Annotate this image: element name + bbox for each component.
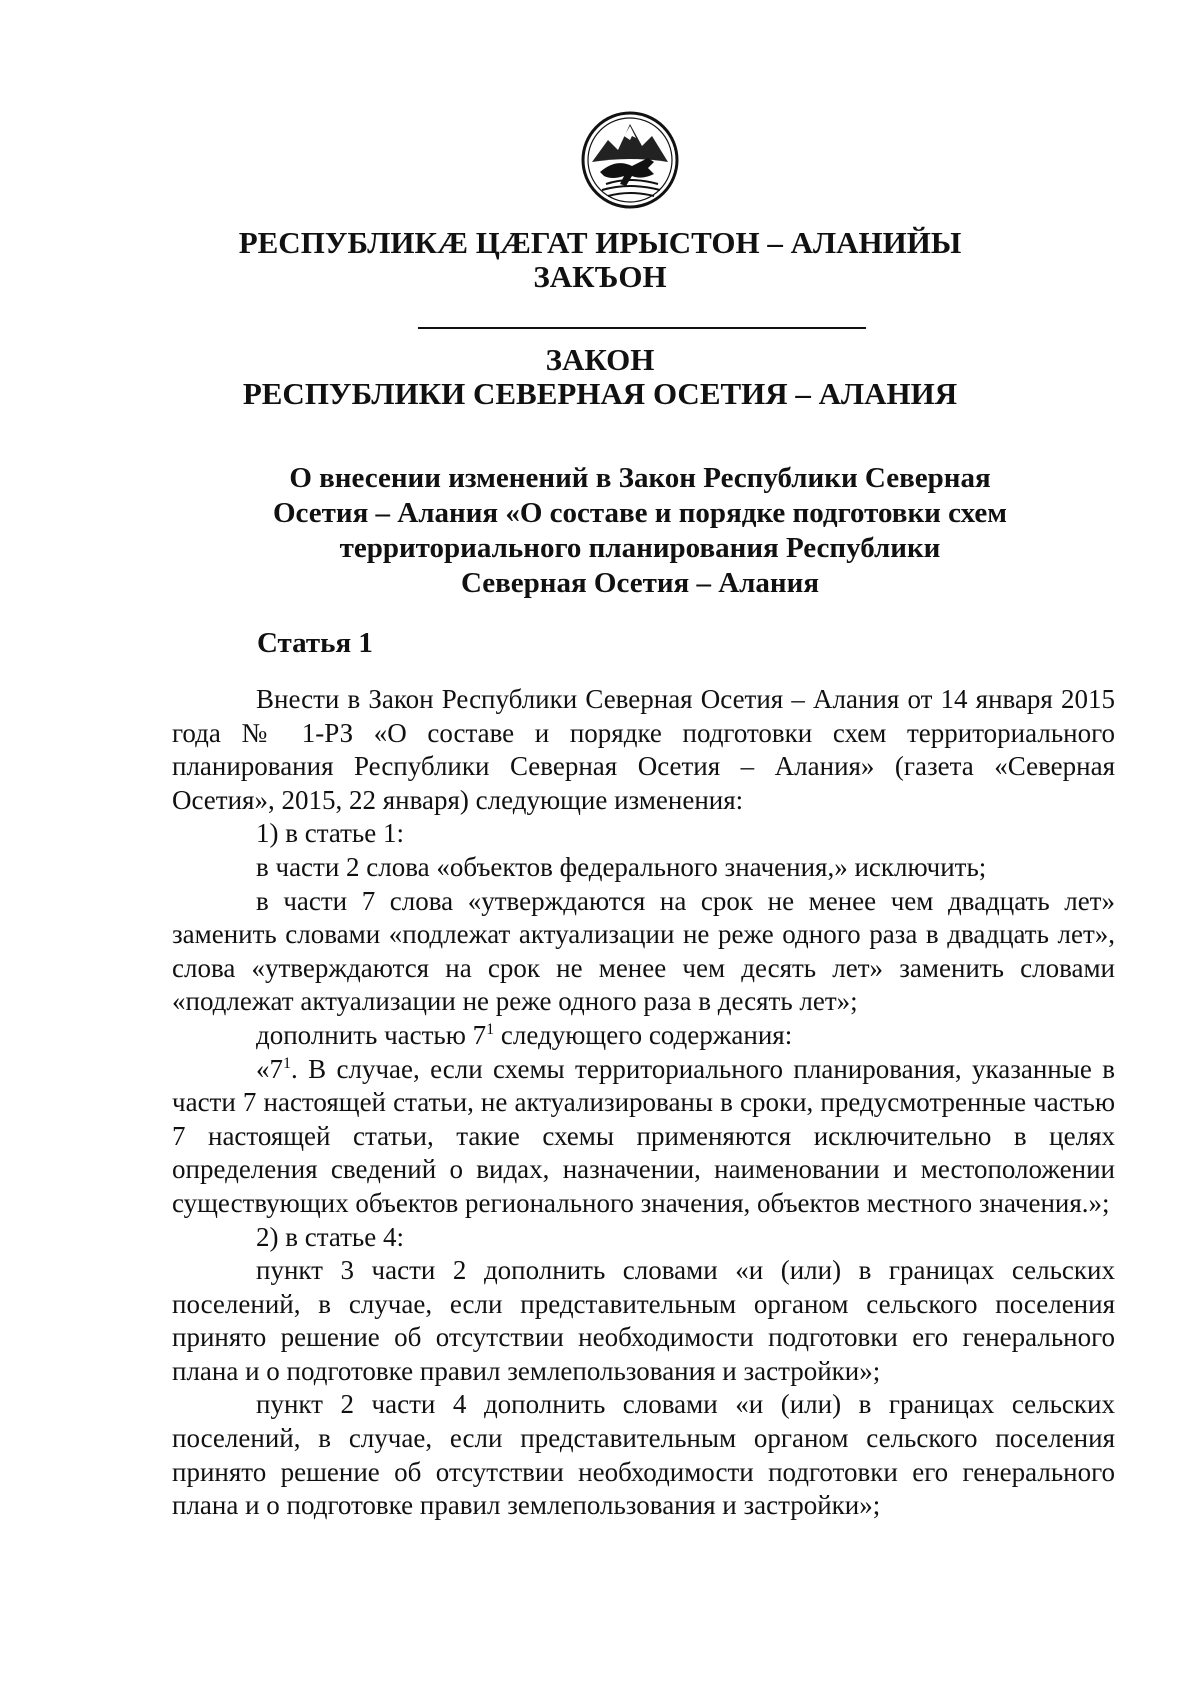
article-heading: Статья 1: [257, 627, 373, 659]
paragraph: пункт 3 части 2 дополнить словами «и (или) в границах сельских поселений, в случае, если представительным органом сельского поселения принято решение об отсутствии необходимости подготовки его генерального плана и о подготовке правил землепользования и застройки»;: [172, 1255, 1115, 1386]
russian-law-word: ЗАКОН: [545, 342, 655, 377]
paragraph: в части 7 слова «утверждаются на срок не менее чем двадцать лет» заменить словами «подлежат актуализации не реже одного раза в двадцать лет», слова «утверждаются на срок не менее чем десять лет» заменить словами «подлежат актуализации не реже одного раза в десять лет»;: [172, 885, 1115, 1017]
paragraph: 2) в статье 4:: [256, 1221, 404, 1252]
paragraph: в части 2 слова «объектов федерального значения,» исключить;: [256, 851, 987, 882]
title-line: Северная Осетия – Алания: [460, 567, 820, 599]
text: дополнить частью 7: [256, 1019, 487, 1050]
document-title: [250, 461, 1030, 601]
title-line: территориального планирования Республики: [339, 532, 941, 564]
superscript: 1: [486, 1020, 495, 1038]
paragraph: [172, 1053, 1115, 1221]
paragraph: Внести в Закон Республики Северная Осетия – Алания от 14 января 2015 года № 1-РЗ «О составе и порядке подготовки схем территориального планирования Республики Северная Осетия – Алания» (газета «Северная Осетия», 2015, 22 января) следующие изменения:: [172, 684, 1115, 815]
text: . В случае, если схемы территориального планирования, указанные в части 7 настоящей статьи, не актуализированы в сроки, предусмотренные частью 7 настоящей статьи, такие схемы применяются исключительно в целях определения сведений о видах, назначении, наименовании и местоположении существующих объектов регионального значения, объектов местного значения.»;: [172, 1053, 1115, 1218]
text: «7: [256, 1053, 283, 1084]
text: следующего содержания:: [494, 1019, 793, 1050]
superscript: 1: [283, 1054, 291, 1072]
paragraph: пункт 2 части 4 дополнить словами «и (или) в границах сельских поселений, в случае, если представительным органом сельского поселения принято решение об отсутствии необходимости подготовки его генерального плана и о подготовке правил землепользования и застройки»;: [172, 1389, 1115, 1521]
article-body: [172, 683, 1115, 1523]
title-line: О внесении изменений в Закон Республики Северная: [289, 462, 991, 494]
header-divider: [418, 327, 866, 329]
ossetian-republic-name: РЕСПУБЛИКӔ ЦӔГАТ ИРЫСТОН – АЛАНИЙЫ: [238, 225, 962, 260]
ossetian-law-word: ЗАКЪОН: [533, 259, 667, 294]
title-line: Осетия – Алания «О составе и порядке подготовки схем: [272, 497, 1008, 529]
coat-of-arms-emblem-icon: [578, 110, 682, 210]
paragraph: 1) в статье 1:: [256, 818, 404, 849]
russian-republic-name: РЕСПУБЛИКИ СЕВЕРНАЯ ОСЕТИЯ – АЛАНИЯ: [242, 376, 958, 411]
paragraph: [172, 1019, 1115, 1053]
